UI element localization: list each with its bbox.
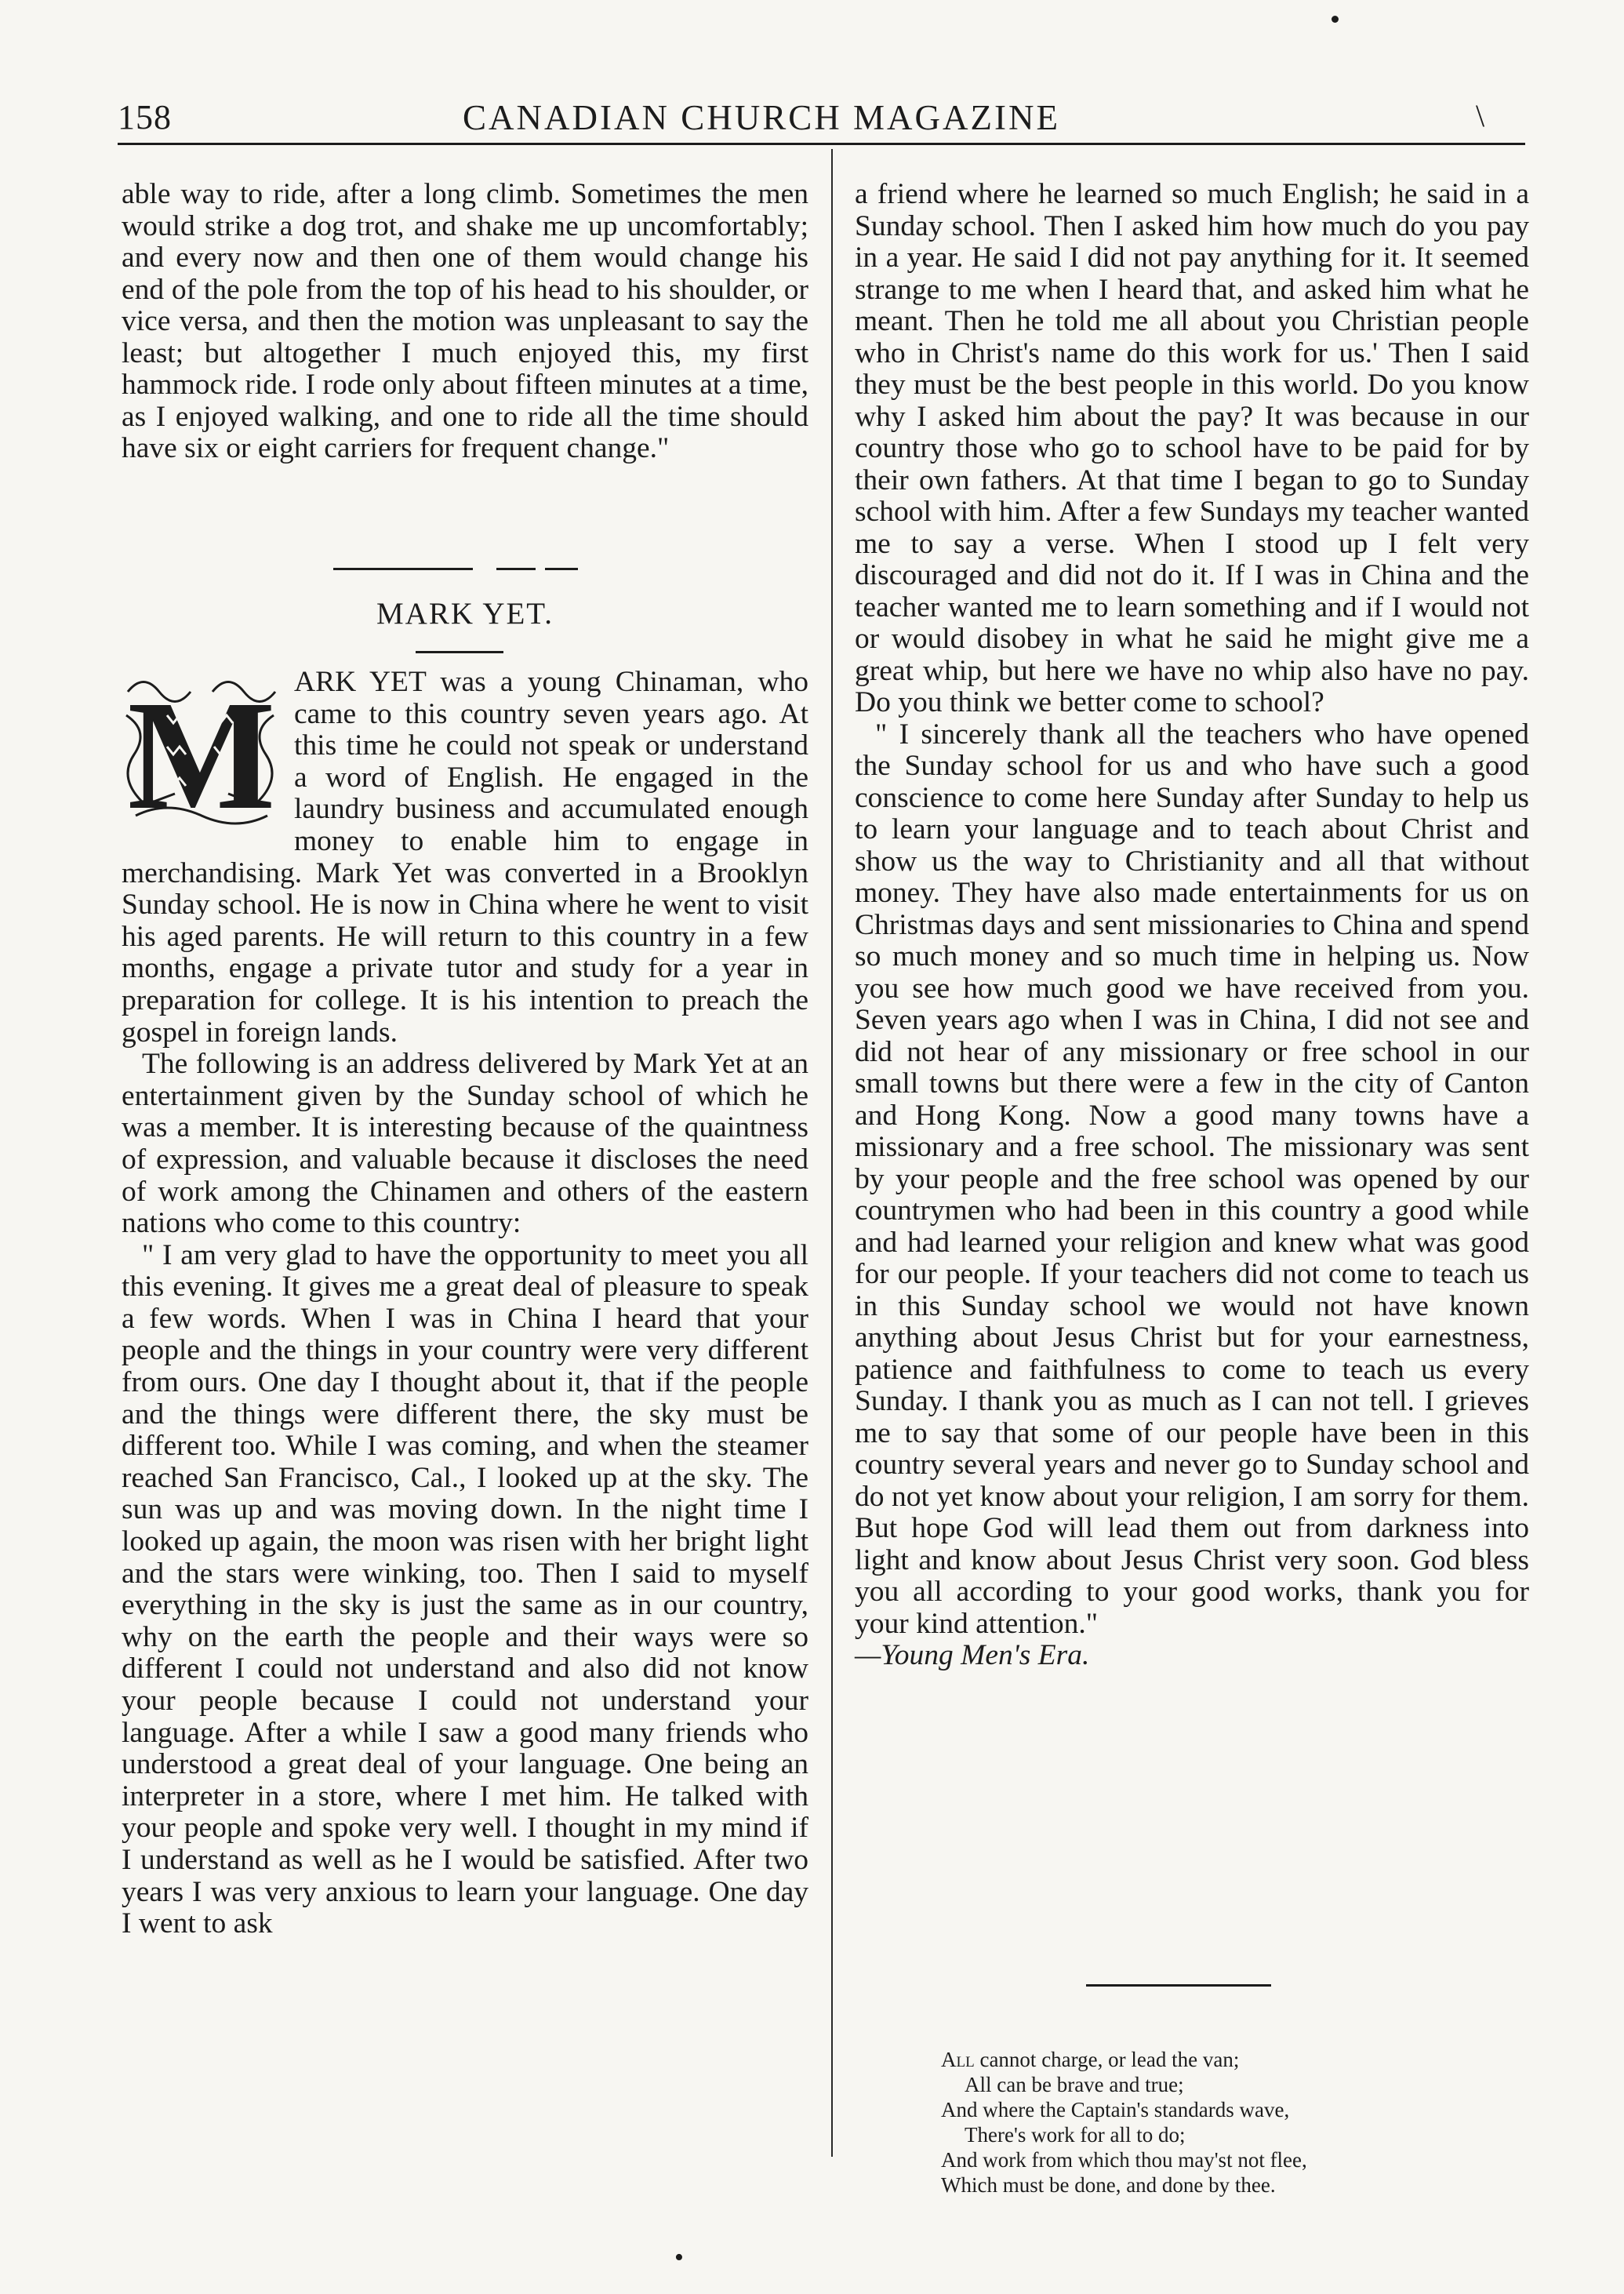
header-mark: \	[1476, 98, 1485, 133]
poem-line: Which must be done, and done by thee.	[941, 2173, 1276, 2197]
poem-lead: All	[941, 2048, 975, 2071]
article-intro-second: The following is an address delivered by Mark Yet at an entertainment given by the Sunday school of which he was a member. It is interesting because of the quaintness of expression, and valuable because it discloses the need of work among the Chinamen and others of the eastern nations who come to this country:	[122, 1048, 808, 1240]
section-separator	[333, 568, 584, 571]
column-rule	[831, 149, 833, 2157]
footer-mark: •	[674, 2243, 684, 2272]
left-column	[122, 179, 808, 465]
title-rule	[416, 651, 503, 653]
continued-paragraph: able way to ride, after a long climb. Sometimes the men would strike a dog trot, and shake me up uncomfortably; and every now and then one of them would change his end of the pole from the top of his head to his shoulder, or vice versa, and then the motion was unpleasant to say the least; but altogether I much enjoyed this, my first hammock ride. I rode only about fifteen minutes at a time, as I enjoyed walking, and one to ride all the time should have six or eight carriers for frequent change."	[122, 178, 808, 464]
magazine-title: CANADIAN CHURCH MAGAZINE	[463, 98, 1060, 137]
address-part-one: " I am very glad to have the opportunity to meet you all this evening. It gives me a great deal of pleasure to speak a few words. When I was in China I heard that your people and the things in your country were very different from ours. One day I thought about it, that if the people and the things were different there, the sky must be different too. While I was coming, and when the steamer reached San Francisco, Cal., I looked up at the sky. The sun was up and was moving down. In the night time I looked up again, the moon was risen with her bright light and the stars were winking, too. Then I said to myself everything in the sky is just the same as in our country, why on the earth the people and their ways were so different I could not understand and also did not know your people because I could not understand your language. After a while I saw a good many friends who understood a great deal of your language. One being an interpreter in a store, where I met him. He talked with your people and spoke very well. I thought in my mind if I understand as well as he I would be satisfied. After two years I was very anxious to learn your language. One day I went to ask	[122, 1238, 808, 1940]
article-source: —Young Men's Era.	[855, 1639, 1090, 1671]
ornamental-dropcap-icon	[120, 668, 283, 833]
page-number: 158	[118, 98, 172, 136]
article-title: MARK YET.	[376, 597, 554, 631]
poem-line: All can be brave and true;	[965, 2073, 1184, 2096]
address-part-two: a friend where he learned so much English; he said in a Sunday school. Then I asked him how much do you pay in a year. He said I did not pay anything for it. It seemed strange to me when I heard that, and asked him what he meant. Then he told me all about you Christian people who in Christ's name do this work for us.' Then I said they must be the best people in this world. Do you know why I asked him about the pay? It was because in our country those who go to school have to be paid for by their own fathers. At that time I began to go to Sunday school with him. After a few Sundays my teacher wanted me to say a verse. When I stood up I felt very discouraged and did not do it. If I was in China and the teacher wanted me to learn something and if I would not or would disobey in what he said he might give me a great whip, but here we have no whip also have no pay. Do you think we better come to school?	[855, 178, 1529, 718]
running-header	[118, 93, 1529, 140]
poem-line	[941, 2047, 1537, 2072]
poem-separator	[1086, 1984, 1271, 1987]
top-dot-mark	[1332, 16, 1339, 23]
poem-line-text: cannot charge, or lead the van;	[974, 2048, 1240, 2071]
dropcap-letter: M	[127, 669, 276, 833]
right-column	[855, 179, 1529, 1672]
poem-line: And work from which thou may'st not flee,	[941, 2148, 1307, 2172]
poem-line: There's work for all to do;	[965, 2123, 1186, 2147]
address-part-three: " I sincerely thank all the teachers who have opened the Sunday school for us and who have such a good conscience to come here Sunday after Sunday to help us to learn your language and to teach about Christ and show us the way to Christianity and all that without money. They have also made entertainments for us on Christmas days and sent missionaries to China and spend so much money and so much time in helping us. Now you see how much good we have received from you. Seven years ago when I was in China, I did not see and did not hear of any missionary or free school in our small towns but there were a few in the city of Canton and Hong Kong. Now a good many towns have a missionary and a free school. The missionary was sent by your people and the free school was opened by our countrymen who had been in this country a good while and had learned your religion and knew what was good for our people. If your teachers did not come to teach us in this Sunday school we would not have known anything about Jesus Christ but for your earnestness, patience and faithfulness to come to teach us every Sunday. I thank you as much as I can not tell. I grieves me to say that some of our people have been in this country several years and never go to Sunday school and do not yet know about your religion, I am sorry for them. But hope God will lead them out from darkness into light and know about Jesus Christ very soon. God bless you all according to your good works, thank you for your kind attention."	[855, 718, 1529, 1640]
header-rule	[118, 143, 1525, 145]
article-body	[122, 667, 808, 1940]
article-intro: ARK YET was a young Chinaman, who came to this country seven years ago. At this time he could not speak or understand a word of English. He engaged in the laundry business and accumulated enough money to enable him to engage in merchandising. Mark Yet was converted in a Brooklyn Sunday school. He is now in China where he went to visit his aged parents. He will return to this country in a few months, engage a private tutor and study for a year in preparation for college. It is his intention to preach the gospel in foreign lands.	[122, 666, 808, 1049]
poem-line: And where the Captain's standards wave,	[941, 2098, 1290, 2121]
poem	[941, 2047, 1537, 2198]
